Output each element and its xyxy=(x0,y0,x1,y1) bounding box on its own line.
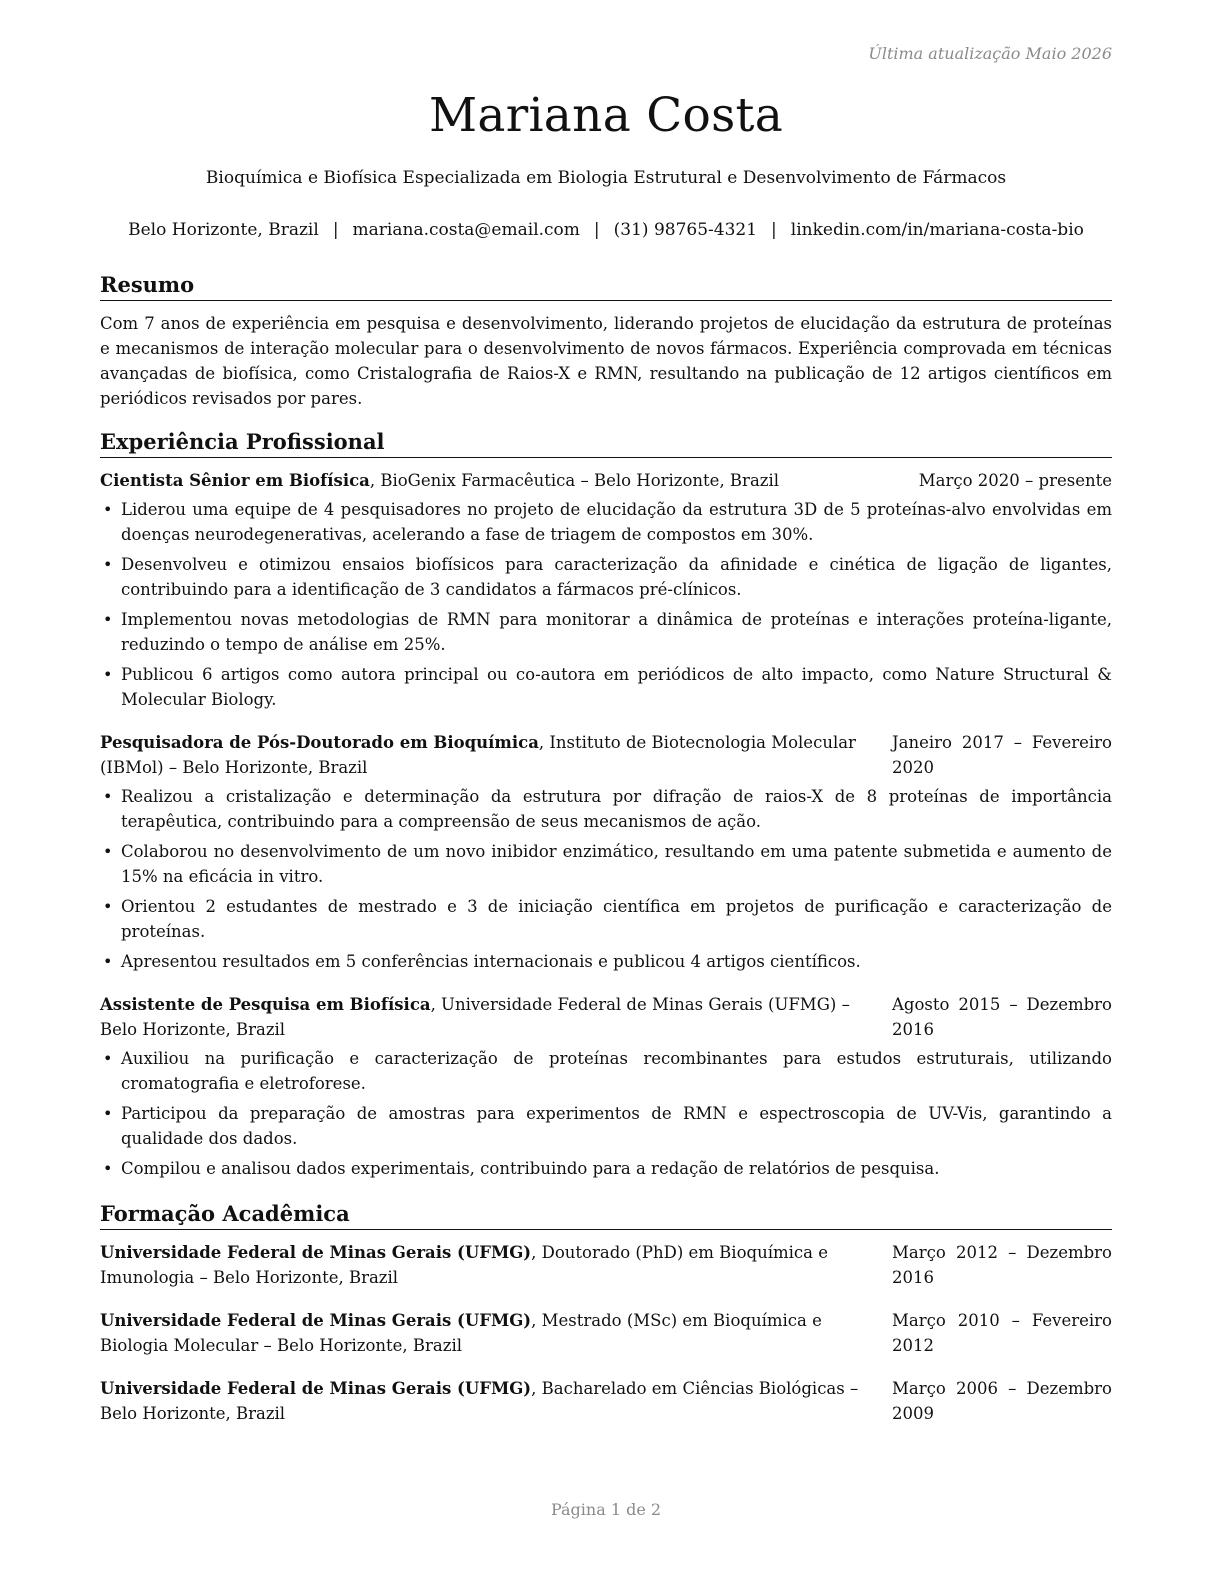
education-school: Universidade Federal de Minas Gerais (UFMG) xyxy=(100,1311,532,1330)
education-title-line xyxy=(100,1308,880,1358)
job-role: Cientista Sênior em Biofísica xyxy=(100,471,370,490)
education-dates: Março 2012 – Dezembro 2016 xyxy=(892,1243,1112,1287)
job-title-line xyxy=(100,730,880,780)
education-header xyxy=(100,1376,1112,1426)
job-bullet: • Publicou 6 artigos como autora principal ou co-autora em periódicos de alto impacto, como Nature Structural & Molecular Biology. xyxy=(100,662,1112,712)
contact-location: Belo Horizonte, Brazil xyxy=(128,220,319,240)
contact-separator: | xyxy=(593,220,600,240)
job-bullets xyxy=(100,497,1112,712)
job-organization: , Universidade Federal de Minas Gerais (UFMG) – Belo Horizonte, Brazil xyxy=(100,995,850,1039)
last-updated: Última atualização Maio 2026 xyxy=(868,44,1112,63)
page-number: Página 1 de 2 xyxy=(550,1500,662,1519)
job-bullet: • Orientou 2 estudantes de mestrado e 3 de iniciação científica em projetos de purificação e caracterização de proteínas. xyxy=(100,894,1112,944)
summary-text: Com 7 anos de experiência em pesquisa e desenvolvimento, liderando projetos de elucidação da estrutura de proteínas e mecanismos de interação molecular para o desenvolvimento de novos fármacos. Experiência comprovada em técnicas avançadas de biofísica, como Cristalografia de Raios-X e RMN, resultando na publicação de 12 artigos científicos em periódicos revisados por pares. xyxy=(100,314,1112,408)
section-title-experience: Experiência Profissional xyxy=(100,427,1112,458)
education-degree: , Bacharelado em Ciências Biológicas – Belo Horizonte, Brazil xyxy=(100,1379,859,1423)
education-degree: , Doutorado (PhD) em Bioquímica e Imunologia – Belo Horizonte, Brazil xyxy=(100,1243,828,1287)
education-school: Universidade Federal de Minas Gerais (UFMG) xyxy=(100,1379,532,1398)
education-title-line xyxy=(100,1376,880,1426)
experience-section xyxy=(100,427,1112,1181)
experience-list xyxy=(100,468,1112,1181)
job-header xyxy=(100,992,1112,1042)
job-role: Assistente de Pesquisa em Biofísica xyxy=(100,995,431,1014)
job-bullet: • Desenvolveu e otimizou ensaios biofísicos para caracterização da afinidade e cinética de ligação de ligantes, contribuindo para a identificação de 3 candidatos a fármacos pré-clínicos. xyxy=(100,552,1112,602)
job-bullets xyxy=(100,784,1112,974)
job-bullet: • Implementou novas metodologias de RMN para monitorar a dinâmica de proteínas e interações proteína-ligante, reduzindo o tempo de análise em 25%. xyxy=(100,607,1112,657)
job-bullet: • Auxiliou na purificação e caracterização de proteínas recombinantes para estudos estruturais, utilizando cromatografia e eletroforese. xyxy=(100,1046,1112,1096)
job-header xyxy=(100,468,1112,493)
contact-separator: | xyxy=(332,220,339,240)
education-header xyxy=(100,1240,1112,1290)
education-entry xyxy=(100,1308,1112,1358)
education-entry xyxy=(100,1240,1112,1290)
section-title-summary: Resumo xyxy=(100,270,1112,301)
job-bullet: • Participou da preparação de amostras para experimentos de RMN e espectroscopia de UV-Vis, garantindo a qualidade dos dados. xyxy=(100,1101,1112,1151)
education-section xyxy=(100,1199,1112,1426)
job-organization: , BioGenix Farmacêutica – Belo Horizonte, Brazil xyxy=(369,471,780,490)
job-entry xyxy=(100,992,1112,1181)
job-bullet: • Apresentou resultados em 5 conferências internacionais e publicou 4 artigos científicos. xyxy=(100,949,1112,974)
contact-linkedin[interactable]: linkedin.com/in/mariana-costa-bio xyxy=(790,220,1084,240)
job-bullets xyxy=(100,1046,1112,1181)
job-organization: , Instituto de Biotecnologia Molecular (IBMol) – Belo Horizonte, Brazil xyxy=(100,733,856,777)
education-list xyxy=(100,1240,1112,1426)
contact-line xyxy=(86,220,1126,240)
contact-phone: (31) 98765-4321 xyxy=(613,220,758,240)
education-school: Universidade Federal de Minas Gerais (UFMG) xyxy=(100,1243,532,1262)
summary-section xyxy=(100,270,1112,411)
job-dates: Janeiro 2017 – Fevereiro 2020 xyxy=(892,733,1112,777)
resume-page xyxy=(100,0,1112,1584)
education-entry xyxy=(100,1376,1112,1426)
education-title-line xyxy=(100,1240,880,1290)
job-bullet: • Compilou e analisou dados experimentais, contribuindo para a redação de relatórios de pesquisa. xyxy=(100,1156,1112,1181)
section-title-education: Formação Acadêmica xyxy=(100,1199,1112,1230)
job-entry xyxy=(100,730,1112,974)
job-title-line xyxy=(100,992,880,1042)
job-dates: Março 2020 – presente xyxy=(918,471,1112,490)
candidate-subtitle: Bioquímica e Biofísica Especializada em Biologia Estrutural e Desenvolvimento de Fármacos xyxy=(205,168,1007,188)
job-dates: Agosto 2015 – Dezembro 2016 xyxy=(892,995,1112,1039)
resume-content xyxy=(100,270,1112,1444)
education-dates: Março 2010 – Fevereiro 2012 xyxy=(892,1311,1112,1355)
candidate-name: Mariana Costa xyxy=(428,88,784,143)
job-entry xyxy=(100,468,1112,712)
contact-email[interactable]: mariana.costa@email.com xyxy=(352,220,580,240)
education-degree: , Mestrado (MSc) em Bioquímica e Biologia Molecular – Belo Horizonte, Brazil xyxy=(100,1311,822,1355)
education-dates: Março 2006 – Dezembro 2009 xyxy=(892,1379,1112,1423)
education-header xyxy=(100,1308,1112,1358)
job-header xyxy=(100,730,1112,780)
job-role: Pesquisadora de Pós-Doutorado em Bioquímica xyxy=(100,733,539,752)
job-bullet: • Colaborou no desenvolvimento de um novo inibidor enzimático, resultando em uma patente submetida e aumento de 15% na eficácia in vitro. xyxy=(100,839,1112,889)
job-title-line xyxy=(100,468,907,493)
contact-separator: | xyxy=(771,220,777,240)
job-bullet: • Realizou a cristalização e determinação da estrutura por difração de raios-X de 8 proteínas de importância terapêutica, contribuindo para a compreensão de seus mecanismos de ação. xyxy=(100,784,1112,834)
job-bullet: • Liderou uma equipe de 4 pesquisadores no projeto de elucidação da estrutura 3D de 5 proteínas-alvo envolvidas em doenças neurodegenerativas, acelerando a fase de triagem de compostos em 30%. xyxy=(100,497,1112,547)
